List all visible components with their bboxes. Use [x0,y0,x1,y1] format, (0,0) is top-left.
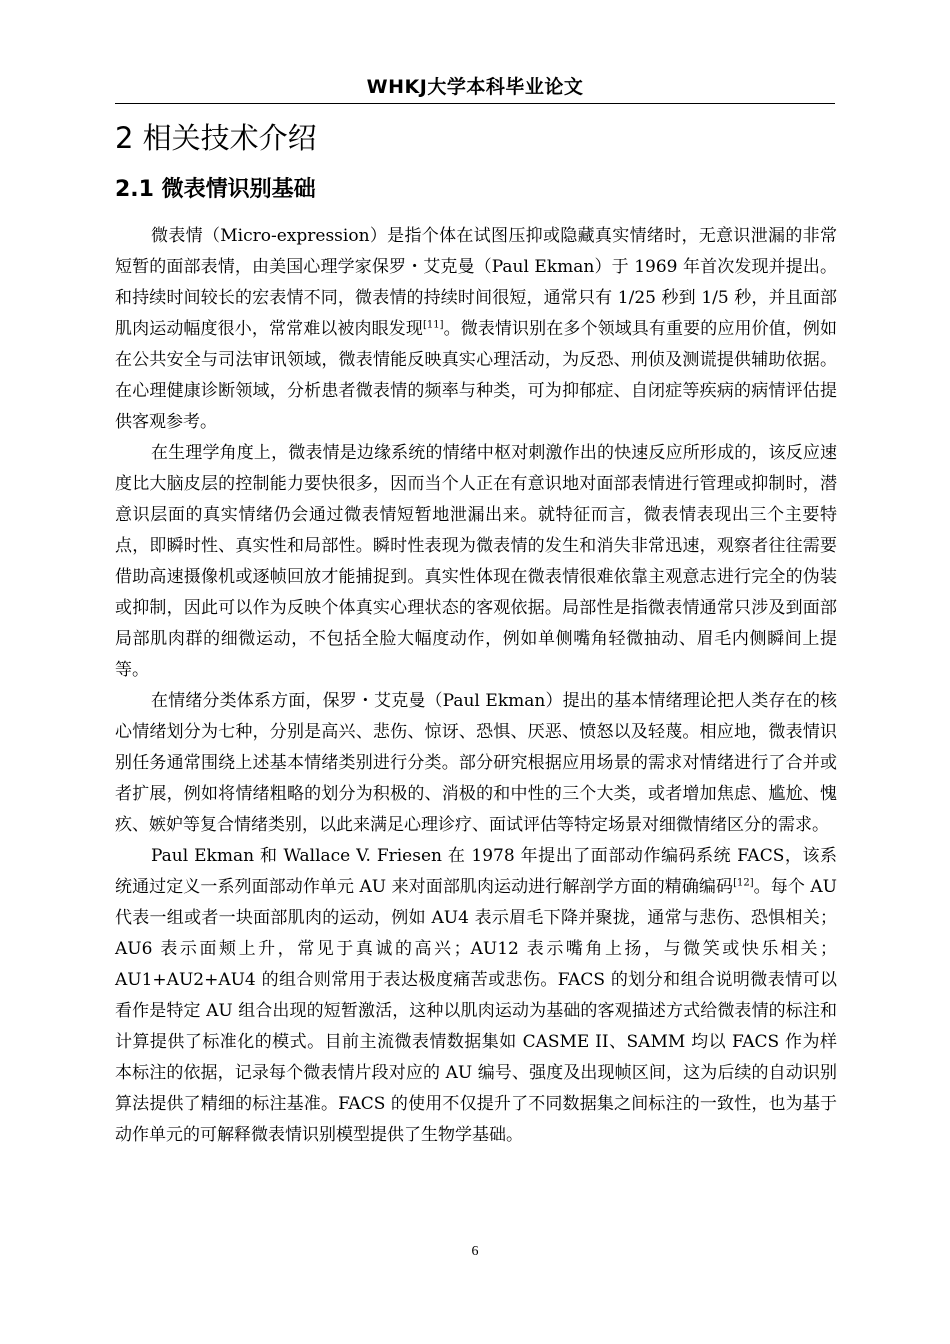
running-header: WHKJ大学本科毕业论文 [366,76,584,98]
paragraph-1-text-a: 微表情（Micro-expression）是指个体在试图压抑或隐藏真实情绪时，无意识泄漏的非常短暂的面部表情，由美国心理学家保罗・艾克曼（Paul Ekman）于 1969 年首次发现并提出。和持续时间较长的宏表情不同，微表情的持续时间很短，通常只有 1/25 秒到 1/5 秒，并且面部肌肉运动幅度很小，常常难以被肉眼发现 [115,226,837,339]
body-text [115,221,837,1151]
page-number: 6 [471,1244,479,1259]
chapter-title: 2 相关技术介绍 [115,121,317,155]
paragraph-1 [115,221,837,438]
header-rule [115,103,835,104]
paragraph-2: 在生理学角度上，微表情是边缘系统的情绪中枢对刺激作出的快速反应所形成的，该反应速度比大脑皮层的控制能力要快很多，因而当个人正在有意识地对面部表情进行管理或抑制时，潜意识层面的真实情绪仍会通过微表情短暂地泄漏出来。就特征而言，微表情表现出三个主要特点，即瞬时性、真实性和局部性。瞬时性表现为微表情的发生和消失非常迅速，观察者往往需要借助高速摄像机或逐帧回放才能捕捉到。真实性体现在微表情很难依靠主观意志进行完全的伪装或抑制，因此可以作为反映个体真实心理状态的客观依据。局部性是指微表情通常只涉及到面部局部肌肉群的细微运动，不包括全脸大幅度动作，例如单侧嘴角轻微抽动、眉毛内侧瞬间上提等。 [115,443,837,680]
citation-12: [12] [733,877,754,889]
section-title: 2.1 微表情识别基础 [115,177,316,202]
paragraph-4-text-a: Paul Ekman 和 Wallace V. Friesen 在 1978 年提出了面部动作编码系统 FACS，该系统通过定义一系列面部动作单元 AU 来对面部肌肉运动进行解剖学方面的精确编码 [115,846,837,897]
paragraph-1-text-b: 。微表情识别在多个领域具有重要的应用价值，例如在公共安全与司法审讯领域，微表情能反映真实心理活动，为反恐、刑侦及测谎提供辅助依据。在心理健康诊断领域，分析患者微表情的频率与种类，可为抑郁症、自闭症等疾病的病情评估提供客观参考。 [115,319,838,432]
paragraph-4-text-b: 。每个 AU 代表一组或者一块面部肌肉的运动，例如 AU4 表示眉毛下降并聚拢，通常与悲伤、恐惧相关；AU6 表示面颊上升，常见于真诚的高兴；AU12 表示嘴角上扬，与微笑或快乐相关；AU1+AU2+AU4 的组合则常用于表达极度痛苦或悲伤。FACS 的划分和组合说明微表情可以看作是特定 AU 组合出现的短暂激活，这种以肌肉运动为基础的客观描述方式给微表情的标注和计算提供了标准化的模式。目前主流微表情数据集如 CASME II、SAMM 均以 FACS 作为样本标注的依据，记录每个微表情片段对应的 AU 编号、强度及出现帧区间，这为后续的自动识别算法提供了精细的标注基准。FACS 的使用不仅提升了不同数据集之间标注的一致性，也为基于动作单元的可解释微表情识别模型提供了生物学基础。 [115,877,837,1145]
paragraph-3: 在情绪分类体系方面，保罗・艾克曼（Paul Ekman）提出的基本情绪理论把人类存在的核心情绪划分为七种，分别是高兴、悲伤、惊讶、恐惧、厌恶、愤怒以及轻蔑。相应地，微表情识别任务通常围绕上述基本情绪类别进行分类。部分研究根据应用场景的需求对情绪进行了合并或者扩展，例如将情绪粗略的划分为积极的、消极的和中性的三个大类，或者增加焦虑、尴尬、愧疚、嫉妒等复合情绪类别，以此来满足心理诊疗、面试评估等特定场景对细微情绪区分的需求。 [115,691,837,835]
citation-11: [11] [422,319,444,331]
paragraph-4 [115,841,837,1151]
